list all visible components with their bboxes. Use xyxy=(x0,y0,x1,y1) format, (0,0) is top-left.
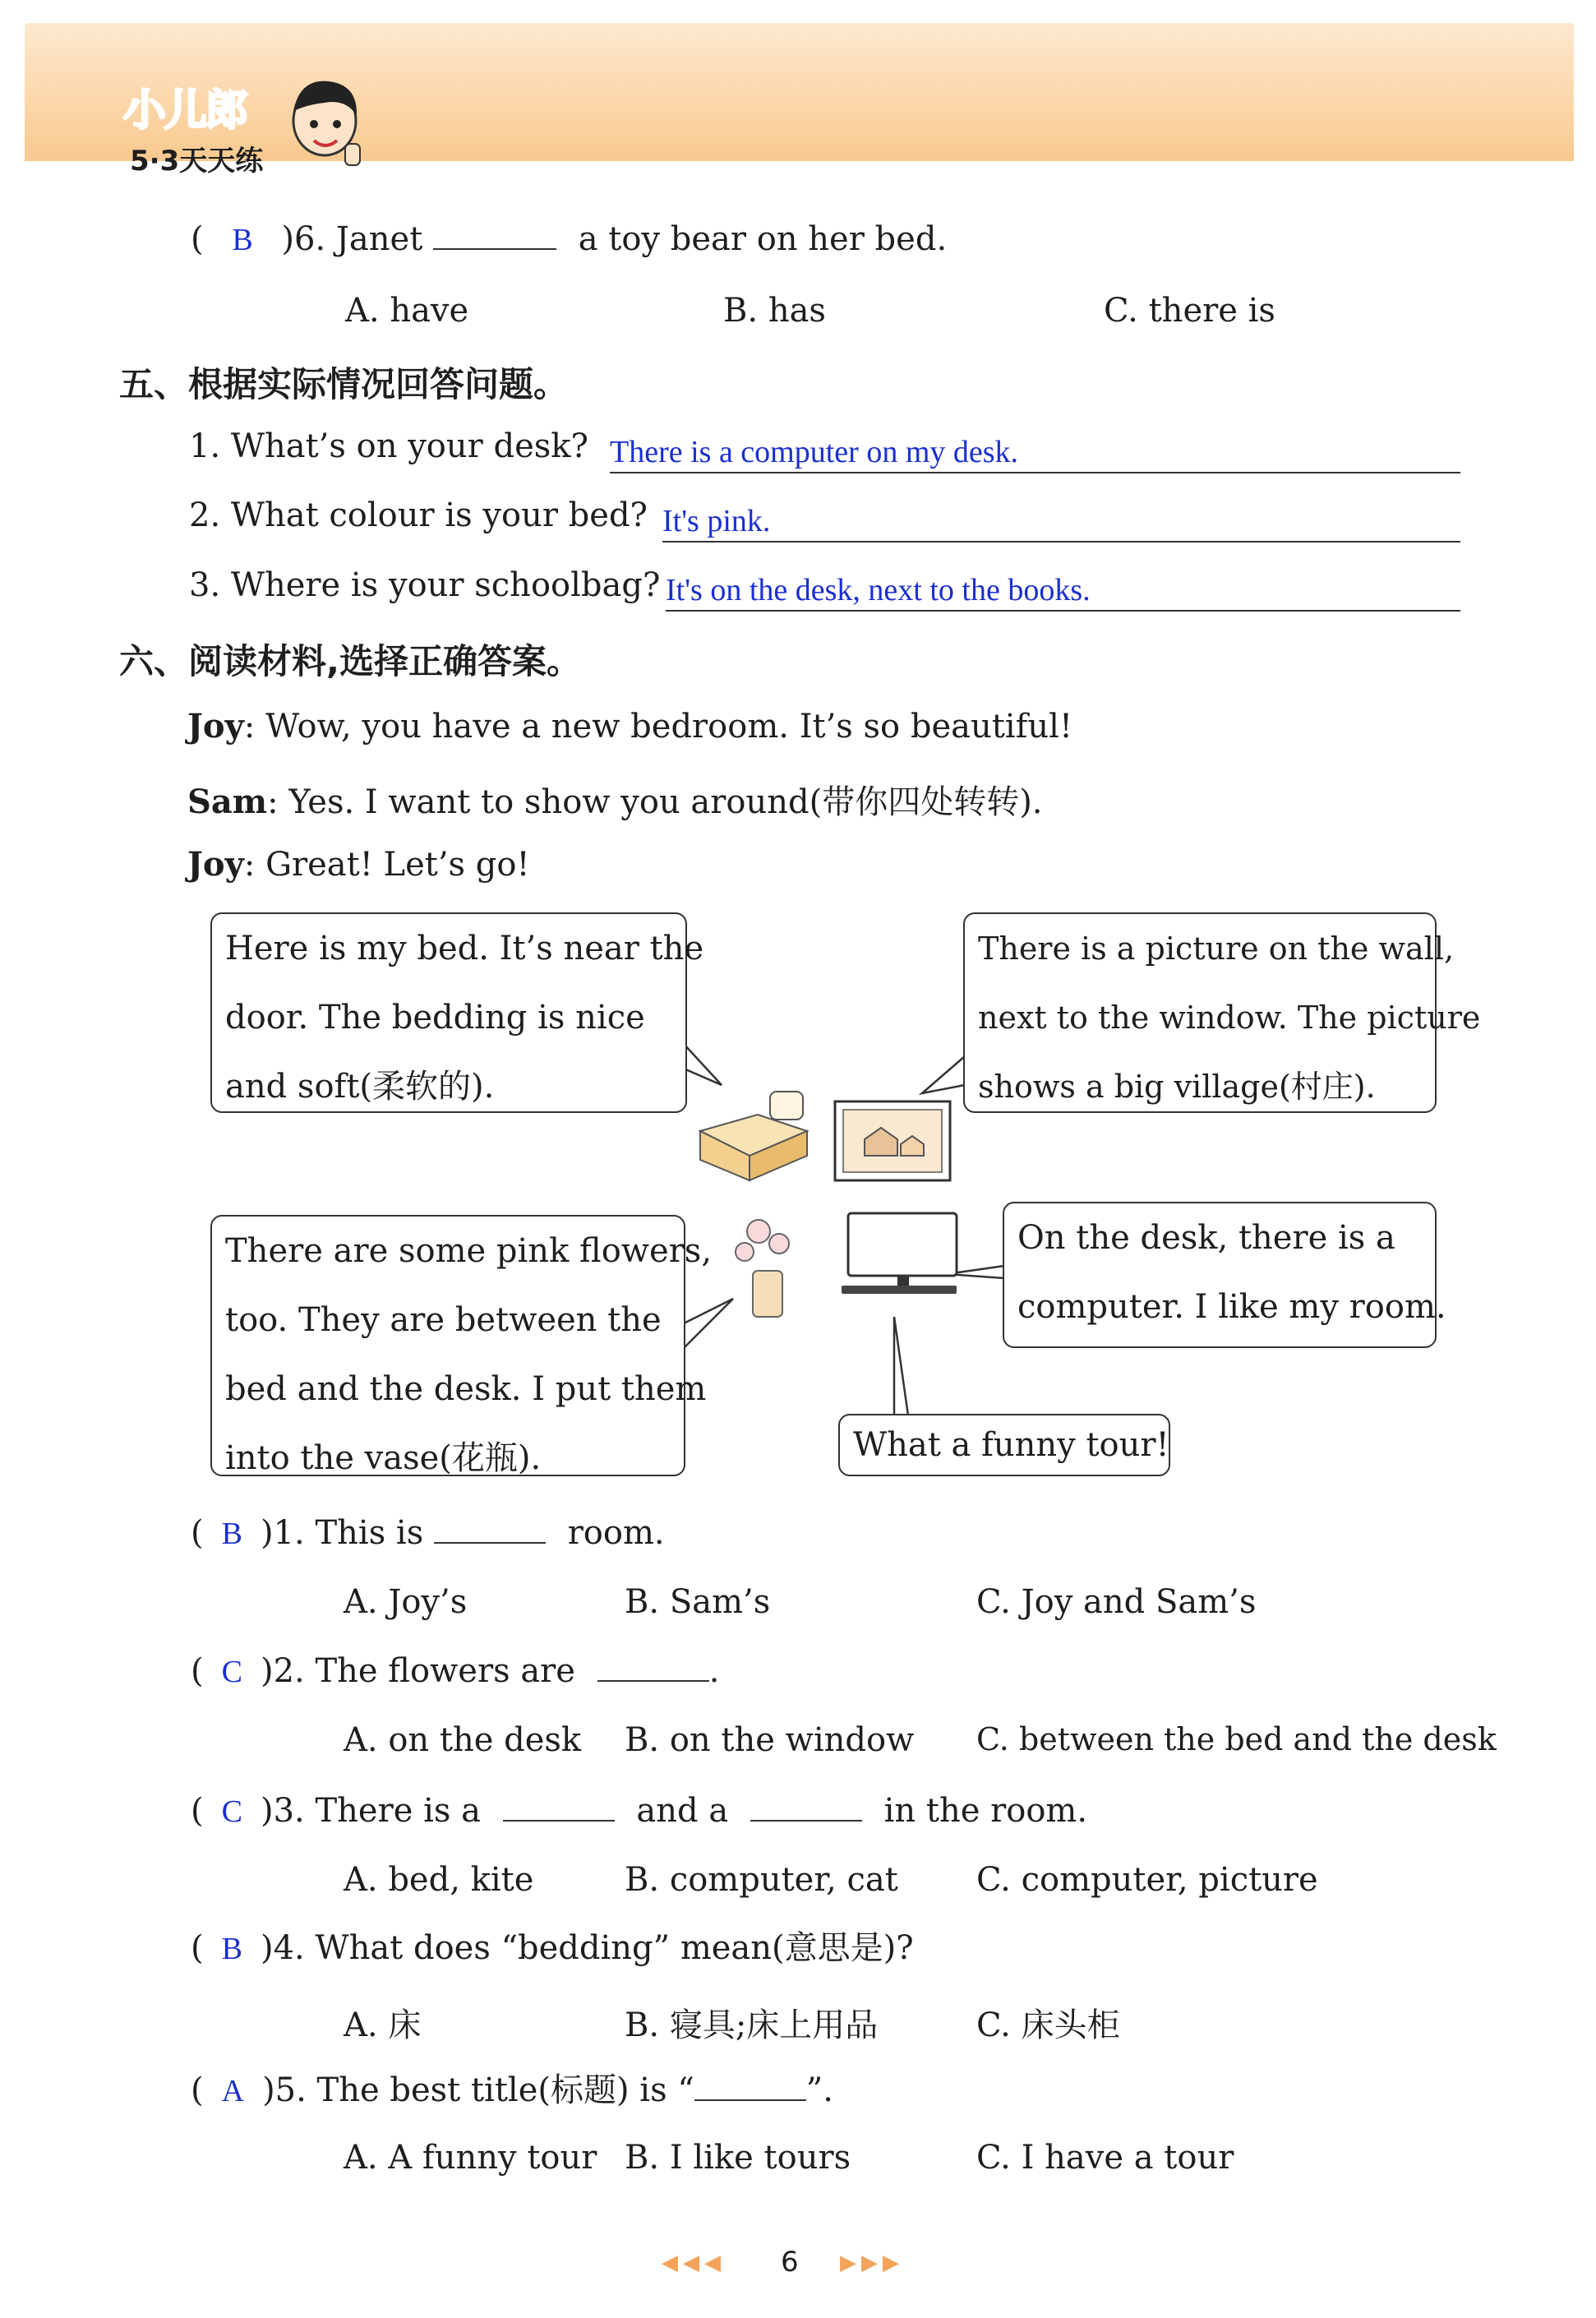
flower-vase-icon xyxy=(722,1207,812,1322)
s6-q5-option-a: A. A funny tour xyxy=(344,2139,597,2177)
q6-answer: B xyxy=(232,223,253,257)
s6-q1-answer: B xyxy=(221,1517,242,1551)
s6-q4: ( B )4. What does “bedding” mean(意思是)? xyxy=(191,1929,914,1967)
s5-q2: 2. What colour is your bed? xyxy=(189,496,648,534)
s6-q1: ( B )1. This is room. xyxy=(191,1514,665,1552)
s6-q2-option-b: B. on the window xyxy=(625,1721,915,1759)
s6-q3: ( C )3. There is a and a in the room. xyxy=(191,1792,1088,1830)
picture-frame-icon xyxy=(832,1098,955,1184)
brand-subtitle: 5·3天天练 xyxy=(130,145,264,178)
s6-q3-option-a: A. bed, kite xyxy=(344,1861,534,1899)
s6-q1-option-c: C. Joy and Sam’s xyxy=(976,1583,1257,1621)
s5-a1: There is a computer on my desk. xyxy=(610,435,1019,469)
s6-q5-option-b: B. I like tours xyxy=(625,2139,851,2177)
dialogue-line-1: Joy: Wow, you have a new bedroom. It’s so beautiful! xyxy=(187,707,1073,746)
s6-q3-option-b: B. computer, cat xyxy=(625,1861,898,1899)
q6-row: ( B )6. Janet a toy bear on her bed. xyxy=(191,220,948,258)
bed-icon xyxy=(692,1082,815,1184)
section6-title: 六、阅读材料,选择正确答案。 xyxy=(119,641,581,681)
bubble-tour: What a funny tour! xyxy=(838,1414,1170,1476)
s6-q2-option-a: A. on the desk xyxy=(344,1721,582,1759)
s6-q5: ( A )5. The best title(标题) is “ ”. xyxy=(191,2071,833,2109)
dialogue-line-3: Joy: Great! Let’s go! xyxy=(187,845,530,884)
s6-q2: ( C )2. The flowers are . xyxy=(191,1652,720,1690)
page-number: 6 xyxy=(781,2246,799,2279)
brand-logo: 小儿郎 xyxy=(123,86,247,136)
s6-q3-option-c: C. computer, picture xyxy=(976,1861,1318,1899)
q6-option-c: C. there is xyxy=(1104,292,1275,330)
s6-q4-answer: B xyxy=(221,1932,242,1966)
bubble-flowers: There are some pink flowers, too. They are between the bed and the desk. I put them into the vase(花瓶). xyxy=(210,1215,685,1476)
dialogue-line-2: Sam: Yes. I want to show you around(带你四处转转). xyxy=(187,783,1043,821)
s5-q3: 3. Where is your schoolbag? xyxy=(189,566,661,604)
q6-option-b: B. has xyxy=(723,292,826,330)
s6-q5-option-c: C. I have a tour xyxy=(976,2139,1234,2177)
computer-icon xyxy=(838,1208,970,1299)
s6-q4-option-b: B. 寝具;床上用品 xyxy=(625,2006,879,2044)
s5-a2: It's pink. xyxy=(662,504,771,538)
s5-q1: 1. What’s on your desk? xyxy=(189,427,588,465)
s6-q4-option-c: C. 床头柜 xyxy=(976,2006,1120,2044)
s6-q3-answer: C xyxy=(221,1794,242,1829)
section5-title: 五、根据实际情况回答问题。 xyxy=(119,364,569,404)
s6-q2-answer: C xyxy=(221,1655,242,1689)
q6-option-a: A. have xyxy=(345,292,469,330)
s5-a3: It's on the desk, next to the books. xyxy=(666,573,1091,607)
s6-q1-option-a: A. Joy’s xyxy=(344,1583,468,1621)
s6-q1-option-b: B. Sam’s xyxy=(625,1583,771,1621)
s6-q2-option-c: C. between the bed and the desk xyxy=(976,1721,1497,1757)
s6-q4-option-a: A. 床 xyxy=(344,2006,422,2044)
right-arrows-icon: ▶▶▶ xyxy=(840,2251,904,2275)
bubble-bed: Here is my bed. It’s near the door. The bedding is nice and soft(柔软的). xyxy=(210,912,687,1113)
left-arrows-icon: ◀◀◀ xyxy=(662,2251,726,2275)
s6-q5-answer: A xyxy=(221,2074,245,2108)
bubble-picture: There is a picture on the wall, next to the window. The picture shows a big village(村庄). xyxy=(963,912,1437,1113)
bubble-desk: On the desk, there is a computer. I like my room. xyxy=(1003,1202,1437,1348)
